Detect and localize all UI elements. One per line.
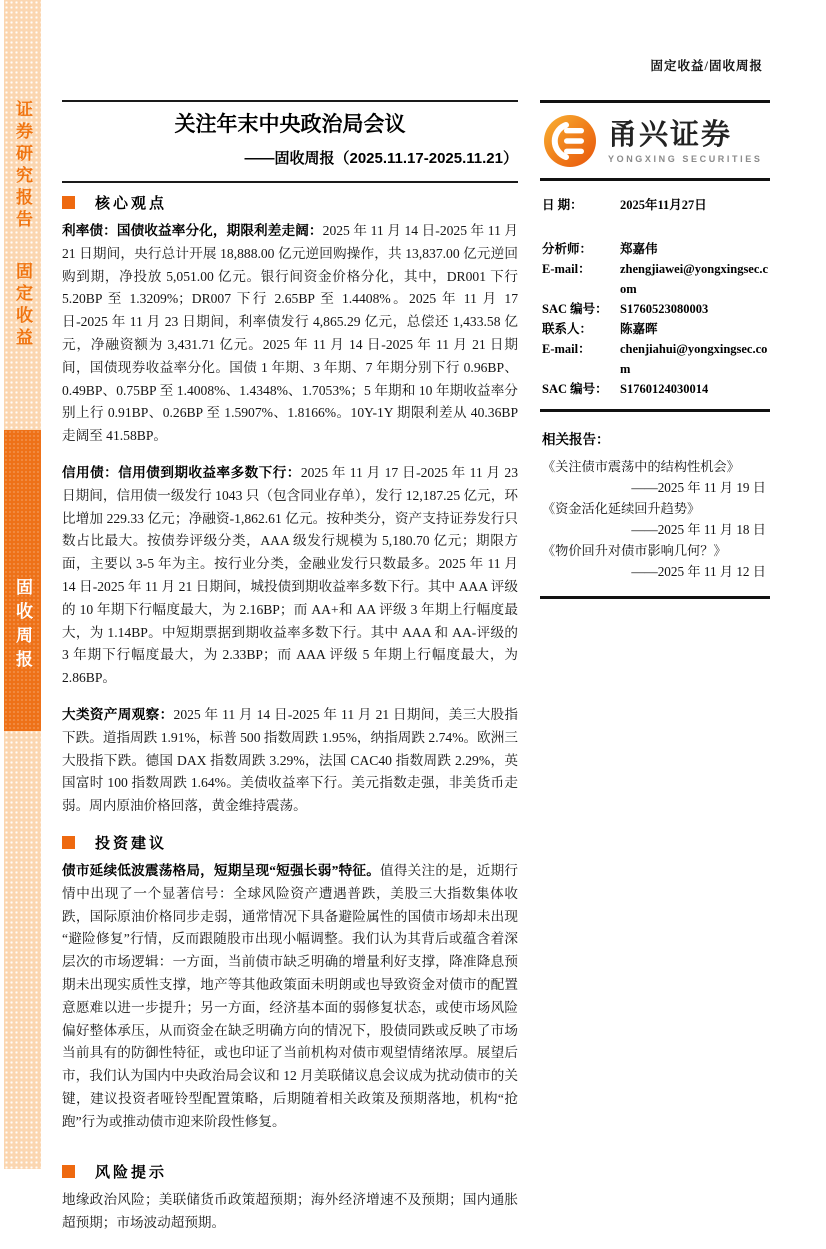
meta-sac2-label: SAC 编号： xyxy=(542,382,608,396)
report-title: 关注年末中央政治局会议 xyxy=(174,113,406,136)
meta-email2-value: chenjiahui@yongxingsec.com xyxy=(620,342,768,376)
report-meta xyxy=(540,181,770,409)
meta-sac1-row xyxy=(542,299,770,319)
related-report-date: ——2025 年 11 月 12 日 xyxy=(631,564,766,579)
paragraph-risk xyxy=(62,1189,518,1235)
sidebar-category-label: 固定收益 xyxy=(13,262,32,350)
related-report-title: 《关注债市震荡中的结构性机会》 xyxy=(542,459,740,474)
section-investment-advice-title: 投资建议 xyxy=(95,835,168,852)
paragraph-rates-body: 2025 年 11 月 14 日-2025 年 11 月 21 日期间，央行总计开展 18,888.00 亿元逆回购操作，共 13,837.00 亿元逆回购到期，净投放 5,051.00 亿元。银行间资金价格分化，其中，DR001 下行 5.20BP 至 1.3209%；DR007 下行 2.65BP 至 1.4408%。2025 年 11 月 17 日-2025 年 11 月 23 日期间，利率债发行 4,865.29 亿元，总偿还 1,433.58 亿元，净融资额为 3,431.71 亿元。2025 年 11 月 14 日-2025 年 11 月 21 日期间，国债现券收益率分化。国债 1 年期、3 年期、7 年期分别下行 0.96BP、0.49BP、0.75BP 至 1.4008%、1.4348%、1.7053%；5 年期和 10 年期收益率分别上行 0.91BP、0.26BP 至 1.5907%、1.8166%。10Y-1Y 期限利差从 40.36BP 走阔至 41.58BP。 xyxy=(62,223,518,444)
paragraph-advice-body: 值得关注的是，近期行情中出现了一个显著信号：全球风险资产遭遇普跌，美股三大指数集体收跌，国际原油价格同步走弱，通常情况下具备避险属性的国债市场却未出现 “避险修复”行情，反而跟随股市出现小幅调整。我们认为其背后或蕴含着深层次的市场逻辑：一方面，当前债市缺乏明确的增量利好支撑，降准降息预期未出现实质性支撑，地产等其他政策面未明朗或也导致资金对债市的配置意愿难以进一步提升；另一方面，经济基本面的弱修复状态，或使市场风险偏好整体承压，从而资金在缺乏明确方向的情况下，股债同跌或反映了市场当前具有的防御性特征，或也印证了当前机构对债市观望情绪浓厚。展望后市，我们认为国内中央政治局会议和 12 月美联储议息会议成为扰动债市的关键，建议投资者哑铃型配置策略，后期随着相关政策及预期落地，机构“抢跑”行为或推动债市迎来阶段性修复。 xyxy=(62,862,519,1129)
meta-sac1-value: S1760523080003 xyxy=(620,302,709,316)
yongxing-logo-icon xyxy=(542,113,598,169)
meta-contact-label: 联系人： xyxy=(542,322,593,336)
related-reports-heading: 相关报告： xyxy=(542,432,610,447)
section-investment-advice xyxy=(62,832,518,853)
paragraph-asset-watch xyxy=(62,704,518,818)
meta-analyst-value: 郑嘉伟 xyxy=(620,242,658,256)
meta-sac2-row xyxy=(542,379,770,399)
brand-logo xyxy=(540,103,770,178)
related-report-date: ——2025 年 11 月 18 日 xyxy=(631,522,766,537)
meta-date-label: 日 期： xyxy=(542,198,583,212)
document-type-label: 固定收益/固收周报 xyxy=(650,59,763,73)
sidebar-band-label: 固收周报 xyxy=(13,577,32,674)
sidebar-orange-band xyxy=(4,430,41,731)
meta-contact-row xyxy=(542,319,770,339)
meta-email1-label: E-mail： xyxy=(542,262,591,276)
meta-date-row xyxy=(542,195,770,215)
related-report-item xyxy=(542,540,770,582)
related-report-title: 《物价回升对债市影响几何？》 xyxy=(542,543,727,558)
brand-name-cn: 甬兴证券 xyxy=(608,118,733,151)
report-subtitle: ——固收周报（2025.11.17-2025.11.21） xyxy=(244,150,518,167)
brand-text-block xyxy=(608,119,762,164)
brand-name-en: YONGXING SECURITIES xyxy=(608,153,763,164)
related-reports xyxy=(540,412,770,596)
section-core-views xyxy=(62,192,518,213)
meta-email1-value: zhengjiawei@yongxingsec.com xyxy=(620,262,769,296)
meta-date-value: 2025年11月27日 xyxy=(620,198,707,212)
section-core-views-title: 核心观点 xyxy=(95,196,168,212)
meta-sac1-label: SAC 编号： xyxy=(542,302,608,316)
section-risk-warning xyxy=(62,1161,518,1182)
paragraph-asset-body: 2025 年 11 月 14 日-2025 年 11 月 21 日期间，美三大股指下跌。道指周跌 1.91%，标普 500 指数周跌 1.95%，纳指周跌 2.74%。欧洲三大股指下跌。德国 DAX 指数周跌 3.29%，法国 CAC40 指数周跌 2.29%，英国富时 100 指数周跌 1.64%。美债收益率下行。美元指数走强，非美货币走弱。周内原油价格回落，黄金维持震荡。 xyxy=(62,706,518,814)
paragraph-rates-lead: 利率债：国债收益率分化，期限利差走阔： xyxy=(62,223,323,238)
paragraph-rates-bonds xyxy=(62,220,518,448)
related-report-date: ——2025 年 11 月 19 日 xyxy=(631,480,766,495)
sidebar-vertical-text xyxy=(4,100,41,350)
paragraph-credit-body: 2025 年 11 月 17 日-2025 年 11 月 23 日期间，信用债一级发行 1043 只（包含同业存单），发行 12,187.25 亿元，环比增加 229.33 亿元；净融资-1,862.61 亿元。按种类分，资产支持证券发行只数占比最大。按债券评级分类，AAA 级发行规模为 5,180.70 亿元；期限方面，主要以 3-5 年为主。按行业分类，金融业发行只数最多。2025 年 11 月 14 日-2025 年 11 月 21 日期间，城投债到期收益率多数下行。其中 AAA 评级的 10 年期下行幅度最大，为 2.16BP；而 AA+和 AA 评级 3 年期上行幅度最大，为 1.14BP。中短期票据到期收益率多数下行。其中 AAA 和 AA-评级的 3 年期下行幅度最大，为 2.33BP；而 AAA 评级 5 年期上行幅度最大，为 2.86BP。 xyxy=(62,464,519,686)
meta-email2-row xyxy=(542,339,770,379)
related-report-item xyxy=(542,498,770,540)
paragraph-risk-body: 地缘政治风险；美联储货币政策超预期；海外经济增速不及预期；国内通胀超预期；市场波动超预期。 xyxy=(62,1192,518,1231)
meta-analyst-label: 分析师： xyxy=(542,242,593,256)
section-risk-warning-title: 风险提示 xyxy=(95,1165,168,1182)
related-report-item xyxy=(542,456,770,498)
title-bottom-rule xyxy=(62,181,518,183)
related-bottom-rule xyxy=(540,596,770,599)
paragraph-credit-lead: 信用债：信用债到期收益率多数下行： xyxy=(62,464,301,480)
info-column xyxy=(540,100,770,599)
sidebar-report-type-label: 证券研究报告 xyxy=(13,100,32,232)
main-column xyxy=(62,100,518,1249)
left-sidebar xyxy=(4,0,41,1169)
title-top-rule xyxy=(62,100,518,102)
meta-email2-label: E-mail： xyxy=(542,342,591,356)
section-bullet-icon xyxy=(62,1165,75,1178)
section-bullet-icon xyxy=(62,196,75,209)
meta-email1-row xyxy=(542,259,770,299)
meta-contact-value: 陈嘉晖 xyxy=(620,322,658,336)
related-report-title: 《资金活化延续回升趋势》 xyxy=(542,501,701,516)
meta-analyst-row xyxy=(542,239,770,259)
section-bullet-icon xyxy=(62,836,75,849)
meta-sac2-value: S1760124030014 xyxy=(620,382,709,396)
paragraph-asset-lead: 大类资产周观察： xyxy=(62,706,174,722)
paragraph-advice xyxy=(62,860,518,1134)
paragraph-credit-bonds xyxy=(62,462,518,690)
paragraph-advice-lead: 债市延续低波震荡格局，短期呈现“短强长弱”特征。 xyxy=(62,862,381,878)
